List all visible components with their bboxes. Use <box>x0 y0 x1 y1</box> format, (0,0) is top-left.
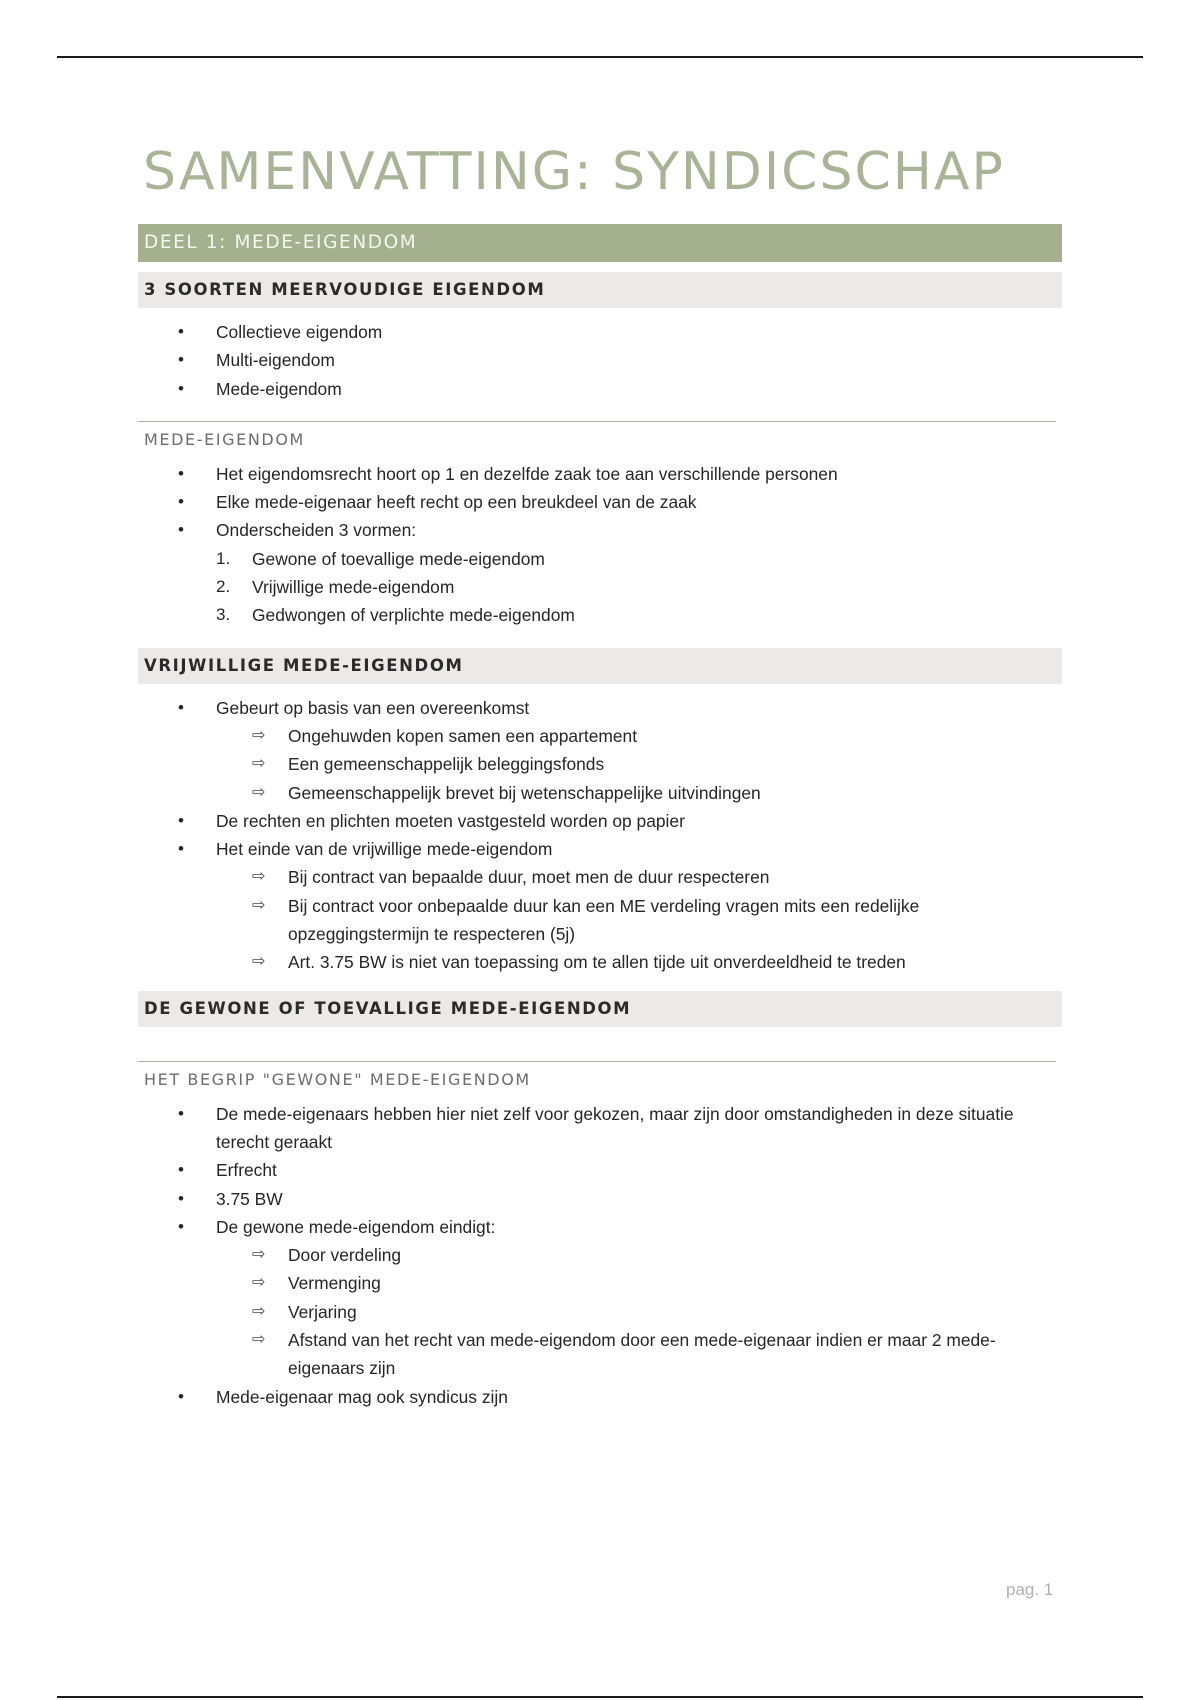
list-item: • Gebeurt op basis van een overeenkomst <box>138 694 1062 722</box>
bottom-rule <box>57 1696 1143 1698</box>
bullet-dot-icon: • <box>178 839 184 859</box>
sub-list-item: ⇨ Art. 3.75 BW is niet van toepassing om te allen tijde uit onverdeeldheid te treden <box>138 948 1062 976</box>
top-rule <box>57 56 1143 58</box>
arrow-right-icon: ⇨ <box>252 726 266 744</box>
numbered-item: 1. Gewone of toevallige mede-eigendom <box>138 545 1062 573</box>
list-item: • Mede-eigendom <box>138 375 1062 403</box>
sub-list-item: ⇨ Bij contract voor onbepaalde duur kan een ME verdeling vragen mits een redelijke opzeggingstermijn te respecteren (5j) <box>138 892 1062 949</box>
list-item: • 3.75 BW <box>138 1185 1062 1213</box>
list-number: 3. <box>216 605 231 625</box>
bullet-dot-icon: • <box>178 1160 184 1180</box>
sub-list-item: ⇨ Gemeenschappelijk brevet bij wetenschappelijke uitvindingen <box>138 779 1062 807</box>
arrow-right-icon: ⇨ <box>252 1246 266 1264</box>
section-heading-gewone: DE GEWONE OF TOEVALLIGE MEDE-EIGENDOM <box>138 991 1062 1027</box>
arrow-right-icon: ⇨ <box>252 953 266 971</box>
vrijwillig-list <box>138 694 1062 977</box>
arrow-right-icon: ⇨ <box>252 1274 266 1292</box>
list-item: • Collectieve eigendom <box>138 318 1062 346</box>
list-item: • Mede-eigenaar mag ook syndicus zijn <box>138 1383 1062 1411</box>
sub-list-item: ⇨ Bij contract van bepaalde duur, moet men de duur respecteren <box>138 863 1062 891</box>
list-item: • Onderscheiden 3 vormen: <box>138 516 1062 544</box>
bullet-dot-icon: • <box>178 1216 184 1236</box>
bullet-dot-icon: • <box>178 520 184 540</box>
numbered-item: 3. Gedwongen of verplichte mede-eigendom <box>138 601 1062 629</box>
arrow-right-icon: ⇨ <box>252 868 266 886</box>
mede-eigendom-list <box>138 460 1062 630</box>
section-heading-mede-eigendom: MEDE-EIGENDOM <box>138 421 1056 454</box>
list-number: 1. <box>216 548 231 568</box>
bullet-dot-icon: • <box>178 463 184 483</box>
sub-list-item: ⇨ Verjaring <box>138 1298 1062 1326</box>
bullet-dot-icon: • <box>178 378 184 398</box>
sub-list-item: ⇨ Ongehuwden kopen samen een appartement <box>138 722 1062 750</box>
list-item: • De gewone mede-eigendom eindigt: <box>138 1213 1062 1241</box>
document-title: SAMENVATTING: SYNDICSCHAP <box>143 142 1005 202</box>
arrow-right-icon: ⇨ <box>252 1302 266 1320</box>
bullet-dot-icon: • <box>178 1386 184 1406</box>
arrow-right-icon: ⇨ <box>252 1331 266 1349</box>
bullet-dot-icon: • <box>178 1103 184 1123</box>
bullet-dot-icon: • <box>178 350 184 370</box>
list-item: • Het einde van de vrijwillige mede-eigendom <box>138 835 1062 863</box>
arrow-right-icon: ⇨ <box>252 783 266 801</box>
subsection-heading-begrip: HET BEGRIP "GEWONE" MEDE-EIGENDOM <box>138 1061 1056 1094</box>
part-heading: DEEL 1: MEDE-EIGENDOM <box>138 224 1062 262</box>
sub-list-item: ⇨ Afstand van het recht van mede-eigendom door een mede-eigenaar indien er maar 2 mede-eigenaars zijn <box>138 1326 1062 1383</box>
soorten-list <box>138 318 1062 403</box>
list-item: • Elke mede-eigenaar heeft recht op een breukdeel van de zaak <box>138 488 1062 516</box>
numbered-item: 2. Vrijwillige mede-eigendom <box>138 573 1062 601</box>
bullet-dot-icon: • <box>178 810 184 830</box>
gewone-list <box>138 1100 1062 1411</box>
bullet-dot-icon: • <box>178 492 184 512</box>
list-number: 2. <box>216 577 231 597</box>
arrow-right-icon: ⇨ <box>252 896 266 914</box>
section-heading-vrijwillig: VRIJWILLIGE MEDE-EIGENDOM <box>138 648 1062 684</box>
sub-list-item: ⇨ Een gemeenschappelijk beleggingsfonds <box>138 750 1062 778</box>
bullet-dot-icon: • <box>178 1188 184 1208</box>
sub-list-item: ⇨ Vermenging <box>138 1269 1062 1297</box>
list-item: • Het eigendomsrecht hoort op 1 en dezelfde zaak toe aan verschillende personen <box>138 460 1062 488</box>
document-body <box>138 224 1062 1411</box>
arrow-right-icon: ⇨ <box>252 755 266 773</box>
page-number: pag. 1 <box>1006 1580 1054 1599</box>
list-item: • De rechten en plichten moeten vastgesteld worden op papier <box>138 807 1062 835</box>
section-heading-soorten: 3 SOORTEN MEERVOUDIGE EIGENDOM <box>138 272 1062 308</box>
bullet-dot-icon: • <box>178 322 184 341</box>
list-item: • Multi-eigendom <box>138 346 1062 374</box>
list-item: • De mede-eigenaars hebben hier niet zelf voor gekozen, maar zijn door omstandigheden in deze situatie terecht geraakt <box>138 1100 1062 1157</box>
list-item: • Erfrecht <box>138 1156 1062 1184</box>
bullet-dot-icon: • <box>178 697 184 717</box>
sub-list-item: ⇨ Door verdeling <box>138 1241 1062 1269</box>
